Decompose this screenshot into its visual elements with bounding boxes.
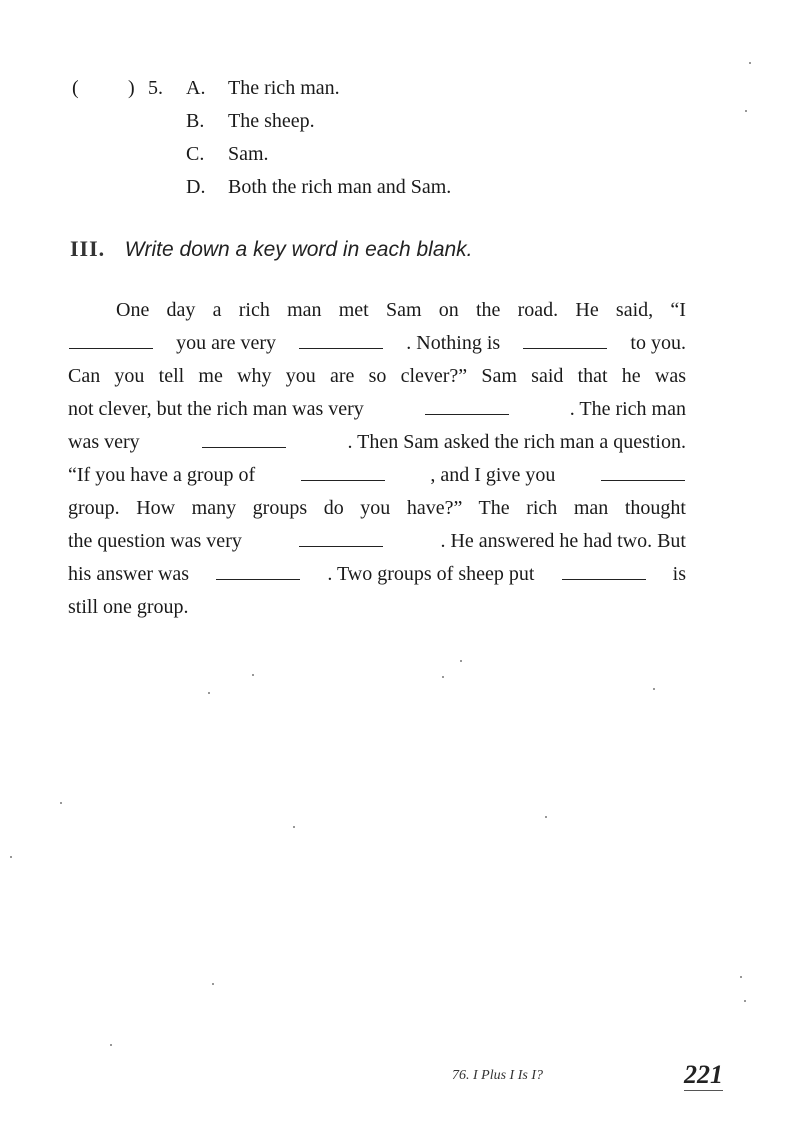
- answer-paren-open: (: [72, 77, 79, 99]
- lesson-title: 76. I Plus I Is I?: [452, 1068, 543, 1083]
- passage-text: . Two groups of sheep put: [327, 563, 535, 585]
- word: day: [166, 299, 196, 321]
- scan-speck: [745, 110, 747, 112]
- word: said,: [615, 299, 654, 321]
- passage-text: . Nothing is: [406, 332, 501, 354]
- section-number: III.: [70, 236, 106, 261]
- scan-speck: [744, 1000, 746, 1002]
- scan-speck: [293, 826, 295, 828]
- scan-speck: [212, 983, 214, 985]
- scan-speck: [740, 976, 742, 978]
- answer-blank-2[interactable]: [299, 347, 383, 349]
- passage-text: . He answered he had two. But: [440, 530, 686, 552]
- option-text: Sam.: [228, 143, 269, 165]
- scan-speck: [460, 660, 462, 662]
- word: a: [212, 299, 222, 321]
- word: rich: [238, 299, 270, 321]
- passage-line-10: [68, 591, 686, 624]
- passage-text: not clever, but the rich man was very: [68, 398, 364, 420]
- answer-blank-5[interactable]: [202, 446, 286, 448]
- passage-line-7: [68, 492, 686, 525]
- passage-text: . Then Sam asked the rich man a question.: [347, 431, 686, 453]
- word: He: [575, 299, 599, 321]
- scan-speck: [110, 1044, 112, 1046]
- word: on: [438, 299, 459, 321]
- option-text: The rich man.: [228, 77, 340, 99]
- word: Sam: [385, 299, 422, 321]
- option-letter: D.: [186, 176, 206, 198]
- page-number: 221: [684, 1060, 723, 1089]
- passage-line-9: [68, 558, 686, 591]
- scan-speck: [208, 692, 210, 694]
- passage-line-6: [68, 459, 686, 492]
- passage-line-5: [68, 426, 686, 459]
- passage-text: is: [672, 563, 686, 585]
- passage-text: the question was very: [68, 530, 242, 552]
- passage-text: still one group.: [68, 596, 189, 618]
- passage-text: , and I give you: [430, 464, 556, 486]
- passage-text: his answer was: [68, 563, 190, 585]
- scan-speck: [10, 856, 12, 858]
- answer-blank-8[interactable]: [299, 545, 383, 547]
- scan-speck: [545, 816, 547, 818]
- scan-speck: [749, 62, 751, 64]
- passage-text: “If you have a group of: [68, 464, 256, 486]
- section-heading: [70, 236, 473, 262]
- answer-blank-9[interactable]: [216, 578, 300, 580]
- option-letter: A.: [186, 77, 206, 99]
- passage-text: to you.: [630, 332, 686, 354]
- word: the: [475, 299, 501, 321]
- answer-blank-1[interactable]: [69, 347, 153, 349]
- word: “I: [670, 299, 686, 321]
- scan-speck: [60, 802, 62, 804]
- word: road.: [517, 299, 559, 321]
- passage-text: group. How many groups do you have?” The rich man thought: [68, 497, 686, 519]
- passage-line-2: [68, 327, 686, 360]
- scan-speck: [442, 676, 444, 678]
- answer-blank-10[interactable]: [562, 578, 646, 580]
- answer-paren-close: ): [128, 77, 135, 99]
- passage-line-1: [68, 294, 686, 327]
- option-text: The sheep.: [228, 110, 315, 132]
- passage-line-3: [68, 360, 686, 393]
- answer-blank-6[interactable]: [301, 479, 385, 481]
- passage-text: was very: [68, 431, 140, 453]
- option-letter: C.: [186, 143, 205, 165]
- section-instruction: Write down a key word in each blank.: [124, 238, 473, 261]
- word: One: [116, 299, 150, 321]
- cloze-passage: [68, 294, 686, 624]
- passage-line-4: [68, 393, 686, 426]
- question-number: 5.: [148, 77, 163, 99]
- scan-speck: [252, 674, 254, 676]
- passage-line-8: [68, 525, 686, 558]
- passage-text: Can you tell me why you are so clever?” Sam said that he was: [68, 365, 686, 387]
- word: met: [338, 299, 369, 321]
- answer-blank-4[interactable]: [425, 413, 509, 415]
- scan-speck: [653, 688, 655, 690]
- option-letter: B.: [186, 110, 205, 132]
- word: man: [287, 299, 322, 321]
- passage-text: . The rich man: [569, 398, 686, 420]
- passage-text: you are very: [176, 332, 277, 354]
- option-text: Both the rich man and Sam.: [228, 176, 452, 198]
- answer-blank-7[interactable]: [601, 479, 685, 481]
- answer-blank-3[interactable]: [523, 347, 607, 349]
